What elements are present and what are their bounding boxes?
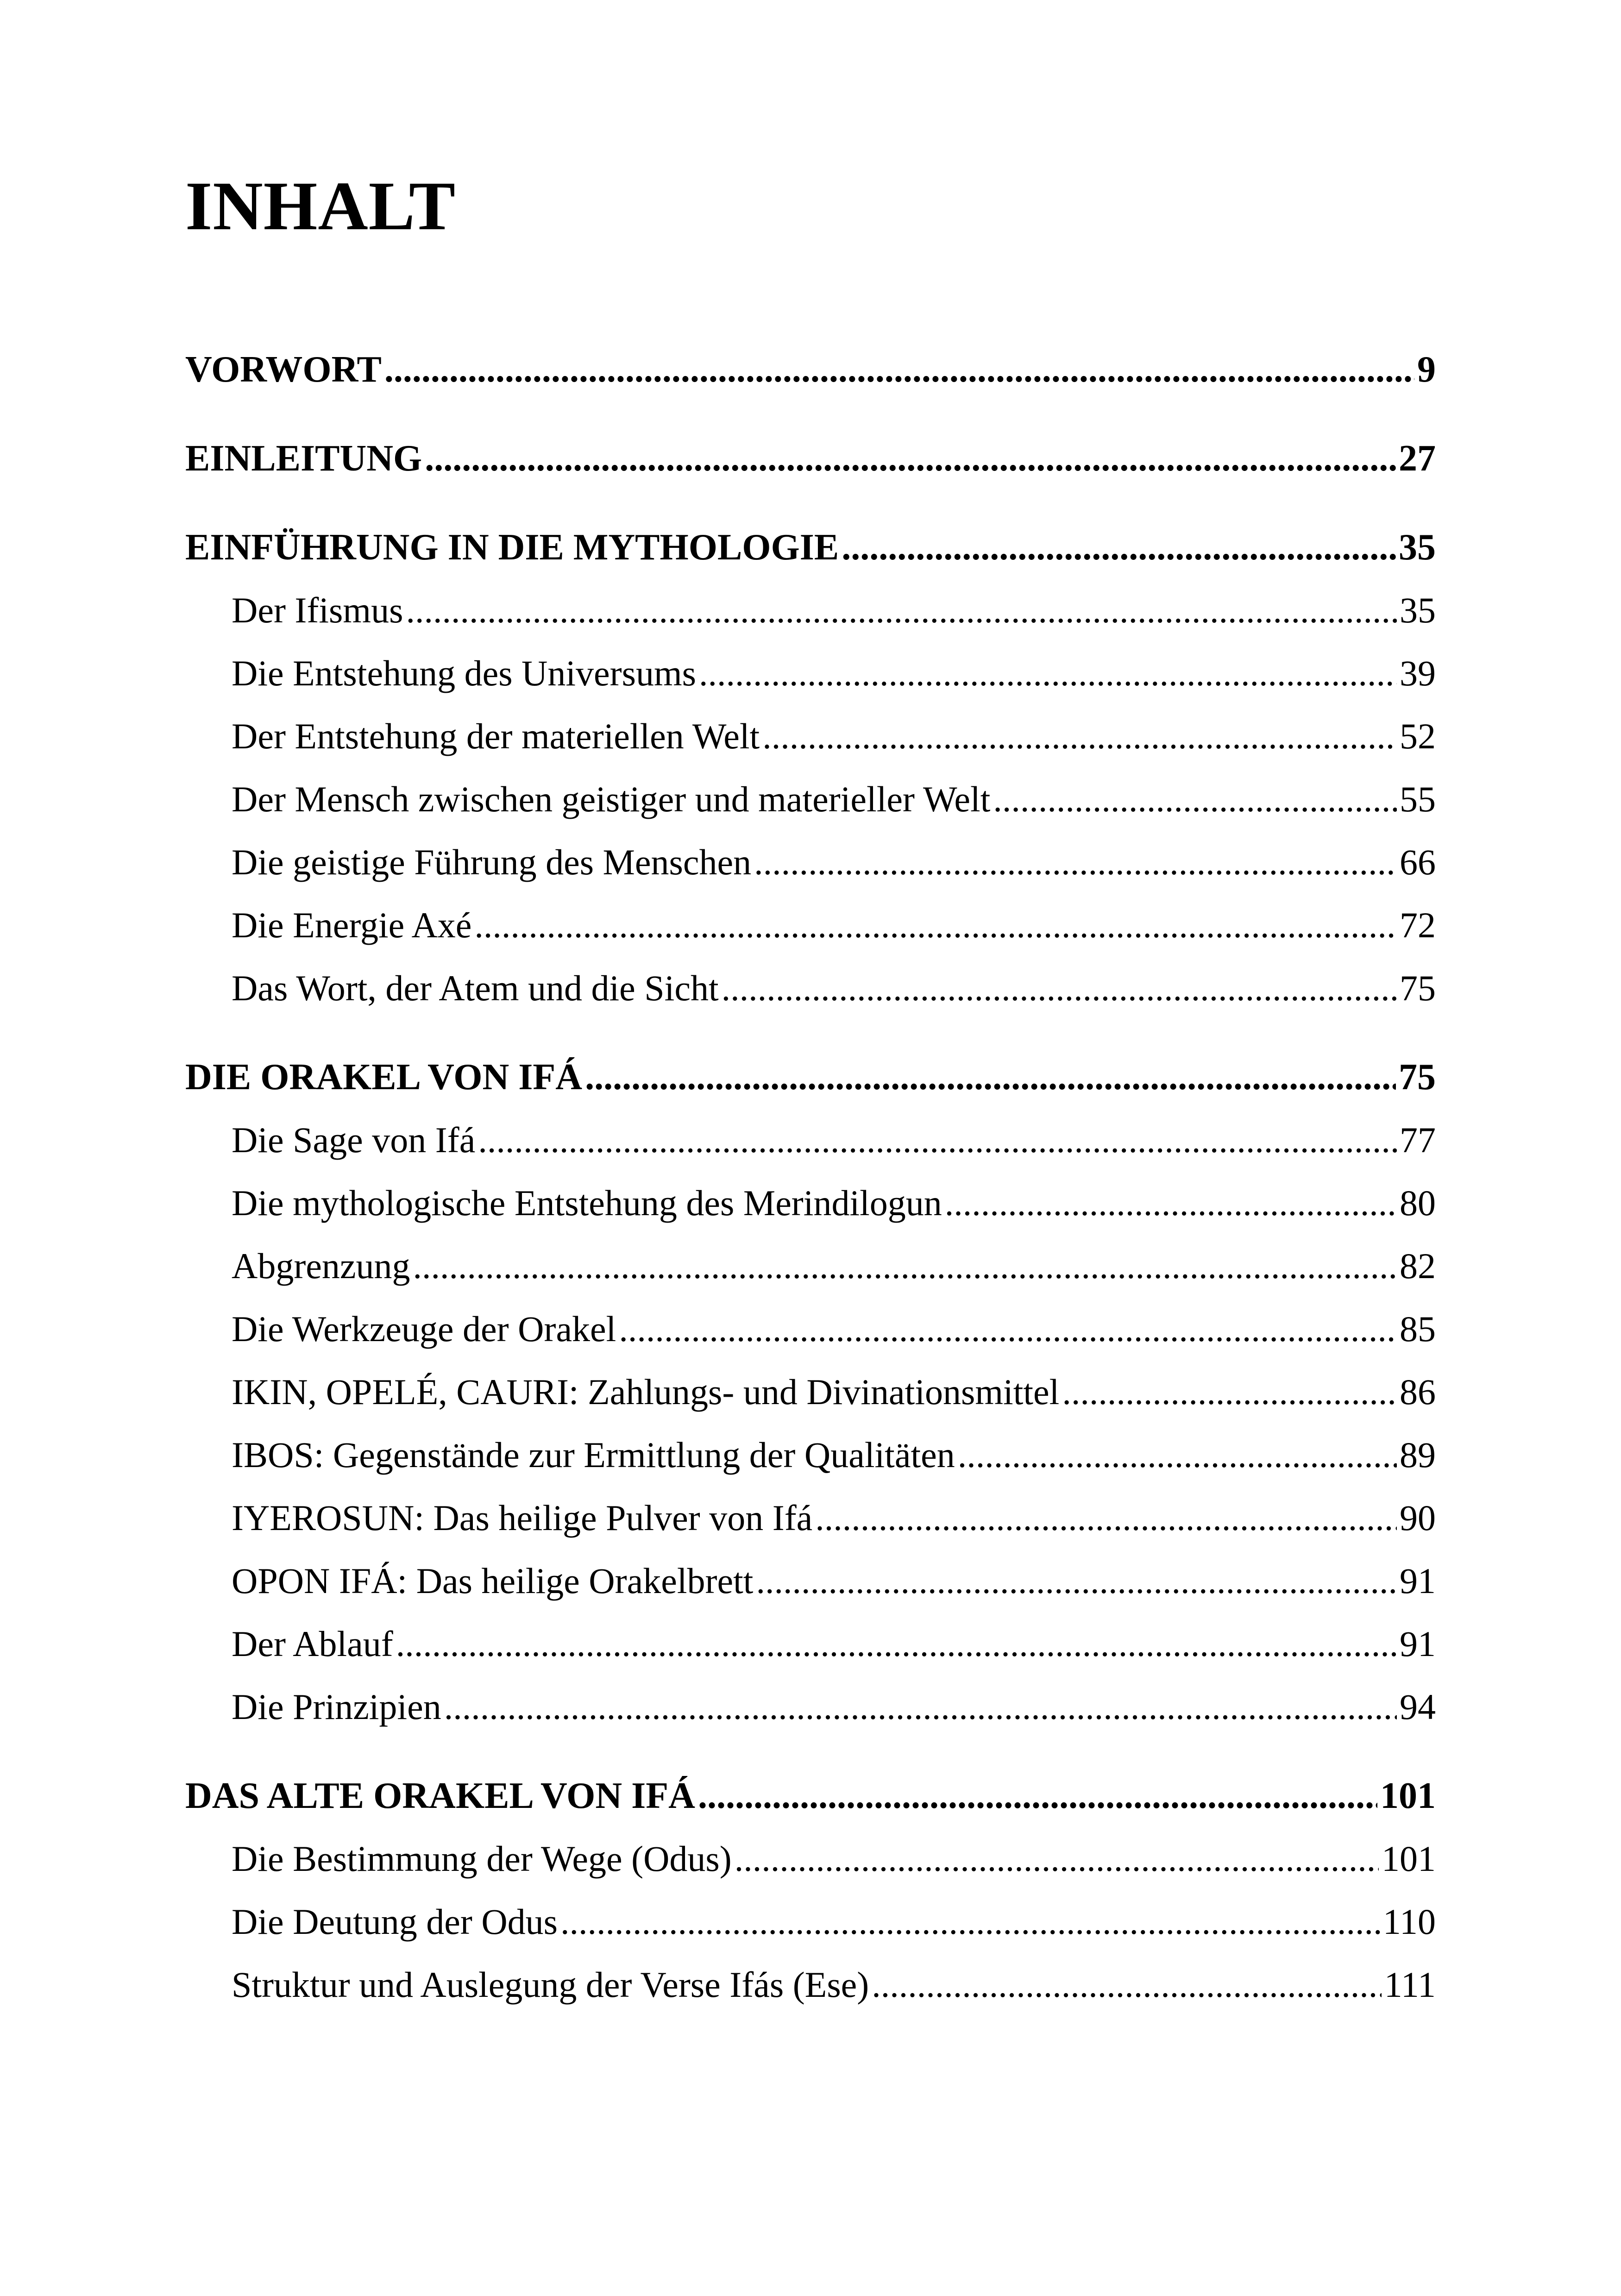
dot-leader [384,338,1414,401]
dot-leader [560,1890,1380,1953]
toc-chapter-entry[interactable] [185,427,1436,490]
toc-subentry-label: Die mythologische Entstehung des Merindilogun [232,1183,942,1223]
toc-chapter-entry-label: VORWORT [185,349,382,390]
dot-leader [444,1675,1397,1738]
toc-subentry[interactable] [185,1172,1436,1235]
dot-leader [735,1827,1379,1890]
toc-chapter-entry[interactable] [185,1046,1436,1109]
toc-subentry[interactable] [185,1298,1436,1361]
dot-leader [945,1172,1397,1235]
dot-leader [413,1235,1397,1298]
toc-subentry[interactable] [185,894,1436,957]
toc-subentry[interactable] [185,768,1436,831]
toc-subentry-label: Die Deutung der Odus [232,1901,558,1942]
toc-subentry-label: Die Prinzipien [232,1687,441,1727]
dot-leader [993,768,1397,831]
dot-leader [756,1549,1397,1612]
dot-leader [722,957,1397,1020]
dot-leader [474,894,1397,957]
toc-subentry-label: Der Ablauf [232,1624,393,1664]
toc-subentry-label: Die Bestimmung der Wege (Odus) [232,1838,732,1879]
toc-subentry-page-number: 35 [1400,590,1436,630]
toc-subentry-label: Die geistige Führung des Menschen [232,842,752,882]
toc-subentry-label: OPON IFÁ: Das heilige Orakelbrett [232,1561,754,1601]
toc-subentry-label: IBOS: Gegenstände zur Ermittlung der Qualitäten [232,1435,955,1475]
toc-subentry[interactable] [185,1953,1436,2016]
dot-leader [699,642,1397,705]
toc-subentry-page-number: 85 [1400,1309,1436,1349]
toc-chapter-entry[interactable] [185,1764,1436,1827]
toc-subentry[interactable] [185,1361,1436,1424]
toc-subentry-page-number: 80 [1400,1183,1436,1223]
toc-section [185,338,1436,401]
toc-subentry[interactable] [185,1890,1436,1953]
dot-leader [872,1953,1382,2016]
toc-subentry[interactable] [185,1235,1436,1298]
toc-subentry-label: IKIN, OPELÉ, CAURI: Zahlungs- und Divinationsmittel [232,1372,1060,1412]
toc-subentry[interactable] [185,1424,1436,1487]
toc-chapter-entry-label: DAS ALTE ORAKEL VON IFÁ [185,1775,695,1816]
dot-leader [478,1109,1397,1172]
dot-leader [698,1764,1377,1827]
dot-leader [815,1487,1397,1549]
dot-leader [406,579,1397,642]
dot-leader [958,1424,1397,1487]
toc-subentry-page-number: 86 [1400,1372,1436,1412]
toc-subentry-label: Der Entstehung der materiellen Welt [232,716,760,756]
toc-subentry-page-number: 91 [1400,1624,1436,1664]
toc-subentry-label: Die Entstehung des Universums [232,653,697,693]
page-title: INHALT [185,168,456,245]
toc-subentry[interactable] [185,642,1436,705]
toc-chapter-entry[interactable] [185,516,1436,579]
toc-subentry-page-number: 91 [1400,1561,1436,1601]
toc-chapter-entry-page-number: 101 [1380,1775,1436,1816]
toc-subentry-page-number: 55 [1400,779,1436,819]
toc-subentry-page-number: 111 [1384,1964,1436,2005]
toc-chapter-entry-label: DIE ORAKEL VON IFÁ [185,1057,583,1098]
toc-subentry[interactable] [185,1487,1436,1549]
toc-chapter-entry-page-number: 75 [1399,1057,1436,1098]
toc-subentry-page-number: 94 [1400,1687,1436,1727]
toc-chapter-entry-page-number: 35 [1399,527,1436,568]
dot-leader [1062,1361,1397,1424]
toc-section [185,1764,1436,2016]
dot-leader [619,1298,1397,1361]
toc-subentry-label: Struktur und Auslegung der Verse Ifás (Ese) [232,1964,869,2005]
dot-leader [754,831,1397,894]
toc-subentry[interactable] [185,1827,1436,1890]
toc-chapter-entry-label: EINFÜHRUNG IN DIE MYTHOLOGIE [185,527,839,568]
toc-subentry-label: Die Energie Axé [232,905,472,945]
toc-subentry-label: IYEROSUN: Das heilige Pulver von Ifá [232,1498,813,1538]
toc-subentry[interactable] [185,1612,1436,1675]
toc-chapter-entry-label: EINLEITUNG [185,438,422,479]
toc-subentry-page-number: 82 [1400,1246,1436,1286]
toc-chapter-entry-page-number: 9 [1417,349,1436,390]
dot-leader [762,705,1397,768]
table-of-contents [185,338,1436,2042]
toc-subentry-label: Abgrenzung [232,1246,410,1286]
toc-chapter-entry-page-number: 27 [1399,438,1436,479]
toc-subentry-page-number: 90 [1400,1498,1436,1538]
toc-subentry-page-number: 52 [1400,716,1436,756]
toc-subentry-label: Die Sage von Ifá [232,1120,476,1160]
toc-subentry-label: Der Ifismus [232,590,403,630]
toc-section [185,516,1436,1020]
toc-subentry[interactable] [185,579,1436,642]
toc-subentry-page-number: 66 [1400,842,1436,882]
toc-subentry-page-number: 77 [1400,1120,1436,1160]
toc-subentry-label: Der Mensch zwischen geistiger und materieller Welt [232,779,991,819]
toc-subentry-label: Das Wort, der Atem und die Sicht [232,968,719,1008]
toc-subentry[interactable] [185,1675,1436,1738]
toc-subentry-page-number: 101 [1382,1838,1436,1879]
toc-subentry[interactable] [185,831,1436,894]
toc-subentry[interactable] [185,957,1436,1020]
toc-subentry[interactable] [185,1109,1436,1172]
toc-chapter-entry[interactable] [185,338,1436,401]
toc-section [185,427,1436,490]
toc-subentry-page-number: 89 [1400,1435,1436,1475]
toc-subentry-label: Die Werkzeuge der Orakel [232,1309,616,1349]
dot-leader [585,1046,1396,1109]
toc-subentry-page-number: 110 [1382,1901,1436,1942]
toc-subentry-page-number: 72 [1400,905,1436,945]
toc-subentry-page-number: 39 [1400,653,1436,693]
toc-subentry-page-number: 75 [1400,968,1436,1008]
toc-subentry[interactable] [185,705,1436,768]
dot-leader [425,427,1396,490]
dot-leader [396,1612,1397,1675]
toc-subentry[interactable] [185,1549,1436,1612]
dot-leader [842,516,1396,579]
toc-section [185,1046,1436,1738]
